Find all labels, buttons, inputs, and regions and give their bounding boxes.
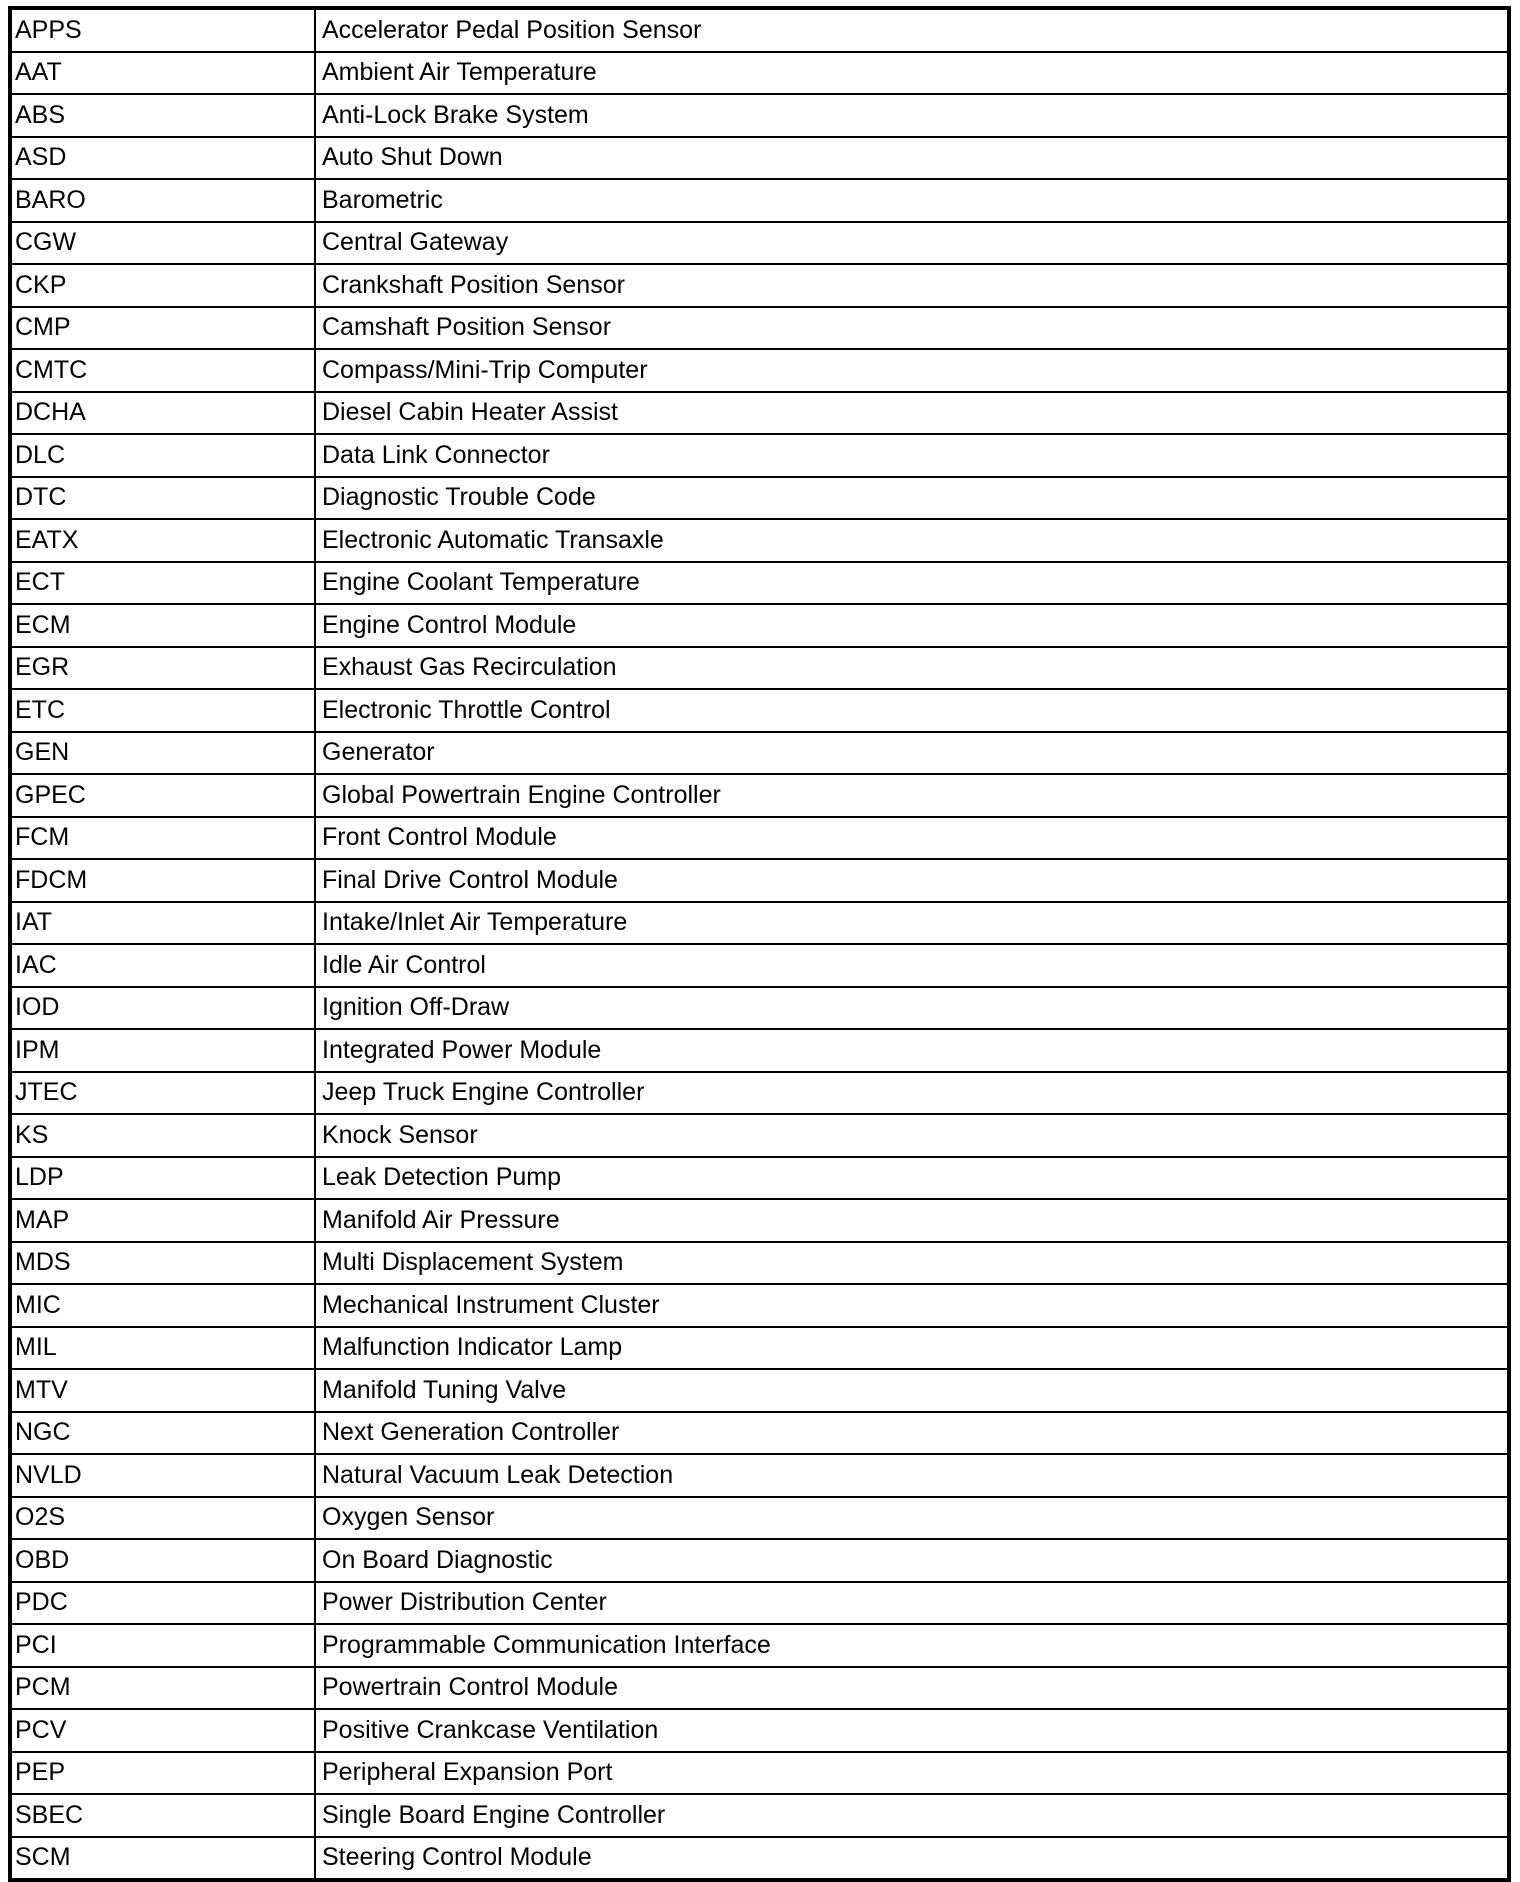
table-row (10, 519, 1509, 562)
definition-cell: Steering Control Module (315, 1837, 1509, 1881)
definition-cell: Data Link Connector (315, 434, 1509, 477)
abbreviation-cell: PDC (10, 1582, 315, 1625)
abbreviation-cell: NVLD (10, 1454, 315, 1497)
definition-cell: Engine Control Module (315, 604, 1509, 647)
table-row (10, 1199, 1509, 1242)
abbreviation-cell: SBEC (10, 1794, 315, 1837)
table-row (10, 1837, 1509, 1881)
abbreviation-cell: ECT (10, 562, 315, 605)
definition-cell: Power Distribution Center (315, 1582, 1509, 1625)
abbreviation-cell: GEN (10, 732, 315, 775)
abbreviation-cell: KS (10, 1114, 315, 1157)
table-row (10, 222, 1509, 265)
table-row (10, 179, 1509, 222)
definition-cell: Natural Vacuum Leak Detection (315, 1454, 1509, 1497)
abbreviation-cell: AAT (10, 52, 315, 95)
abbreviation-cell: SCM (10, 1837, 315, 1881)
table-row (10, 1794, 1509, 1837)
definition-cell: On Board Diagnostic (315, 1539, 1509, 1582)
abbreviation-cell: CGW (10, 222, 315, 265)
abbreviation-cell: ECM (10, 604, 315, 647)
table-row (10, 8, 1509, 52)
table-row (10, 1582, 1509, 1625)
table-row (10, 477, 1509, 520)
table-row (10, 1752, 1509, 1795)
abbreviation-cell: DLC (10, 434, 315, 477)
abbreviation-cell: MIC (10, 1284, 315, 1327)
table-row (10, 987, 1509, 1030)
table-row (10, 732, 1509, 775)
definition-cell: Diagnostic Trouble Code (315, 477, 1509, 520)
abbreviation-cell: EATX (10, 519, 315, 562)
definition-cell: Compass/Mini-Trip Computer (315, 349, 1509, 392)
abbreviation-cell: DCHA (10, 392, 315, 435)
definition-cell: Diesel Cabin Heater Assist (315, 392, 1509, 435)
abbreviation-cell: GPEC (10, 774, 315, 817)
definition-cell: Mechanical Instrument Cluster (315, 1284, 1509, 1327)
table-row (10, 264, 1509, 307)
definition-cell: Manifold Air Pressure (315, 1199, 1509, 1242)
abbreviation-table-body (10, 8, 1509, 1880)
definition-cell: Electronic Throttle Control (315, 689, 1509, 732)
definition-cell: Powertrain Control Module (315, 1667, 1509, 1710)
definition-cell: Multi Displacement System (315, 1242, 1509, 1285)
table-row (10, 944, 1509, 987)
abbreviation-cell: ASD (10, 137, 315, 180)
table-row (10, 859, 1509, 902)
abbreviation-cell: ETC (10, 689, 315, 732)
abbreviation-cell: ABS (10, 94, 315, 137)
abbreviation-cell: IAT (10, 902, 315, 945)
definition-cell: Integrated Power Module (315, 1029, 1509, 1072)
abbreviation-cell: OBD (10, 1539, 315, 1582)
table-row (10, 94, 1509, 137)
table-row (10, 817, 1509, 860)
definition-cell: Electronic Automatic Transaxle (315, 519, 1509, 562)
definition-cell: Oxygen Sensor (315, 1497, 1509, 1540)
definition-cell: Positive Crankcase Ventilation (315, 1709, 1509, 1752)
abbreviation-cell: CKP (10, 264, 315, 307)
table-row (10, 392, 1509, 435)
definition-cell: Idle Air Control (315, 944, 1509, 987)
table-row (10, 604, 1509, 647)
abbreviation-cell: PCM (10, 1667, 315, 1710)
abbreviation-cell: O2S (10, 1497, 315, 1540)
table-row (10, 1327, 1509, 1370)
definition-cell: Front Control Module (315, 817, 1509, 860)
definition-cell: Manifold Tuning Valve (315, 1369, 1509, 1412)
definition-cell: Ignition Off-Draw (315, 987, 1509, 1030)
table-row (10, 307, 1509, 350)
table-row (10, 1539, 1509, 1582)
abbreviation-cell: MIL (10, 1327, 315, 1370)
definition-cell: Central Gateway (315, 222, 1509, 265)
table-row (10, 774, 1509, 817)
abbreviation-cell: CMP (10, 307, 315, 350)
table-row (10, 562, 1509, 605)
definition-cell: Generator (315, 732, 1509, 775)
table-row (10, 647, 1509, 690)
table-row (10, 434, 1509, 477)
table-row (10, 1667, 1509, 1710)
definition-cell: Malfunction Indicator Lamp (315, 1327, 1509, 1370)
abbreviation-cell: IPM (10, 1029, 315, 1072)
table-row (10, 1412, 1509, 1455)
table-row (10, 1242, 1509, 1285)
abbreviation-cell: MTV (10, 1369, 315, 1412)
abbreviation-cell: DTC (10, 477, 315, 520)
abbreviation-cell: MDS (10, 1242, 315, 1285)
abbreviation-cell: EGR (10, 647, 315, 690)
table-row (10, 1369, 1509, 1412)
definition-cell: Jeep Truck Engine Controller (315, 1072, 1509, 1115)
table-row (10, 1624, 1509, 1667)
table-row (10, 1072, 1509, 1115)
table-row (10, 1709, 1509, 1752)
abbreviation-cell: BARO (10, 179, 315, 222)
table-row (10, 689, 1509, 732)
definition-cell: Global Powertrain Engine Controller (315, 774, 1509, 817)
abbreviation-cell: LDP (10, 1157, 315, 1200)
definition-cell: Single Board Engine Controller (315, 1794, 1509, 1837)
definition-cell: Next Generation Controller (315, 1412, 1509, 1455)
table-row (10, 1029, 1509, 1072)
definition-cell: Peripheral Expansion Port (315, 1752, 1509, 1795)
abbreviation-cell: NGC (10, 1412, 315, 1455)
abbreviation-cell: PCI (10, 1624, 315, 1667)
table-row (10, 52, 1509, 95)
definition-cell: Programmable Communication Interface (315, 1624, 1509, 1667)
abbreviation-cell: APPS (10, 8, 315, 52)
definition-cell: Barometric (315, 179, 1509, 222)
definition-cell: Engine Coolant Temperature (315, 562, 1509, 605)
table-row (10, 1497, 1509, 1540)
table-row (10, 1114, 1509, 1157)
abbreviation-cell: FCM (10, 817, 315, 860)
abbreviation-cell: IAC (10, 944, 315, 987)
definition-cell: Crankshaft Position Sensor (315, 264, 1509, 307)
definition-cell: Leak Detection Pump (315, 1157, 1509, 1200)
abbreviation-table (8, 6, 1511, 1882)
abbreviation-cell: PEP (10, 1752, 315, 1795)
definition-cell: Camshaft Position Sensor (315, 307, 1509, 350)
definition-cell: Auto Shut Down (315, 137, 1509, 180)
definition-cell: Knock Sensor (315, 1114, 1509, 1157)
table-row (10, 1157, 1509, 1200)
table-row (10, 1284, 1509, 1327)
table-row (10, 137, 1509, 180)
table-row (10, 349, 1509, 392)
table-row (10, 902, 1509, 945)
definition-cell: Ambient Air Temperature (315, 52, 1509, 95)
abbreviation-cell: JTEC (10, 1072, 315, 1115)
table-row (10, 1454, 1509, 1497)
abbreviation-cell: PCV (10, 1709, 315, 1752)
abbreviation-cell: MAP (10, 1199, 315, 1242)
definition-cell: Exhaust Gas Recirculation (315, 647, 1509, 690)
definition-cell: Anti-Lock Brake System (315, 94, 1509, 137)
definition-cell: Accelerator Pedal Position Sensor (315, 8, 1509, 52)
abbreviation-cell: FDCM (10, 859, 315, 902)
abbreviation-cell: IOD (10, 987, 315, 1030)
abbreviation-cell: CMTC (10, 349, 315, 392)
definition-cell: Final Drive Control Module (315, 859, 1509, 902)
definition-cell: Intake/Inlet Air Temperature (315, 902, 1509, 945)
